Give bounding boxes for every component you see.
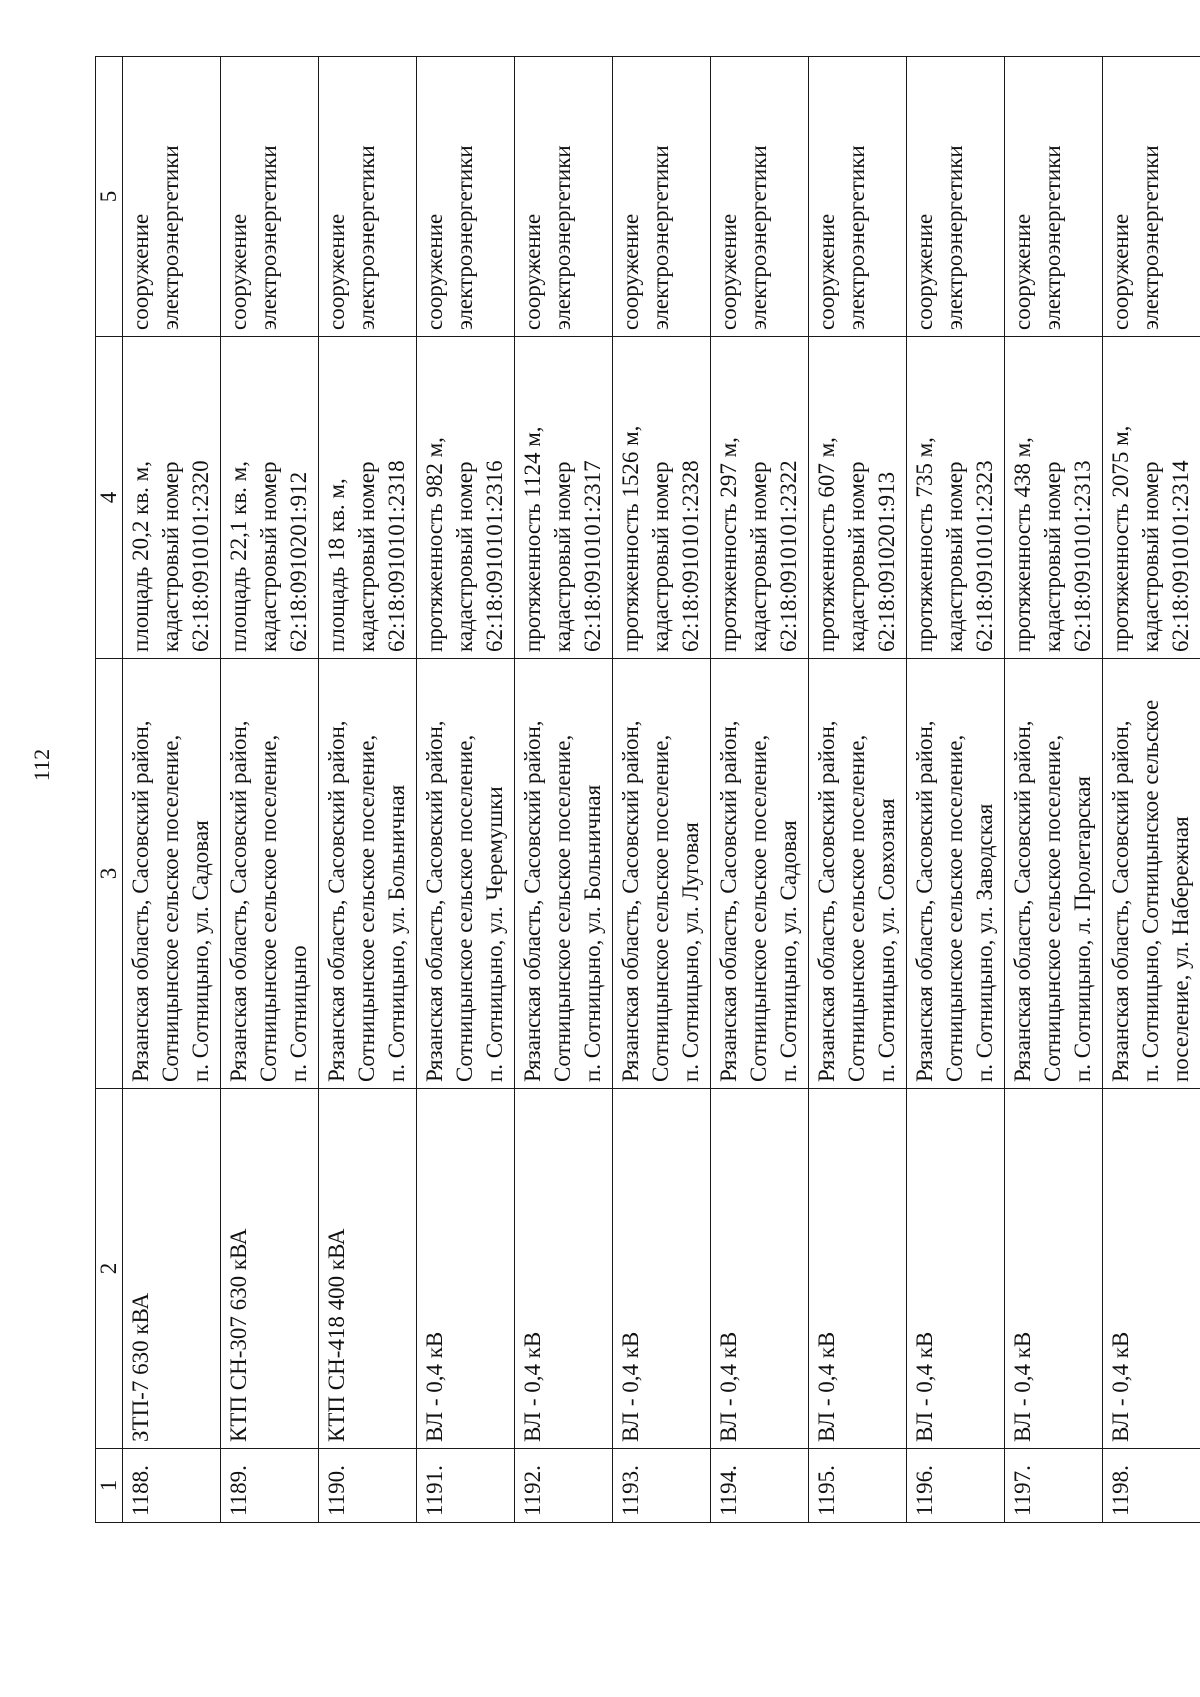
parameters-cell-line: 62:18:0910101:2320 — [188, 460, 213, 652]
address-cell-line: Рязанская область, Сасовский район, — [814, 720, 839, 1082]
row-number-cell: 1198. — [1103, 1449, 1200, 1523]
address-cell-line: п. Сотницыно, ул. Больничная — [580, 784, 605, 1082]
address-cell-line: Сотницынское сельское поселение, — [648, 734, 673, 1082]
table-row — [711, 57, 809, 1523]
object-name-cell: КТП СН-418 400 кВА — [319, 1089, 417, 1449]
parameters-cell-line: площадь 20,2 кв. м, — [128, 461, 153, 652]
parameters-cell — [907, 337, 1005, 659]
object-type-cell — [1005, 57, 1103, 337]
address-cell-line: п. Сотницыно, ул. Садовая — [776, 820, 801, 1082]
object-type-cell — [123, 57, 221, 337]
address-cell-line: Сотницынское сельское поселение, — [256, 734, 281, 1082]
header-row — [96, 57, 123, 1523]
parameters-cell-line: 62:18:0910101:2328 — [678, 460, 703, 652]
address-cell — [907, 659, 1005, 1089]
address-cell-line: Рязанская область, Сасовский район, — [226, 720, 251, 1082]
object-type-cell — [613, 57, 711, 337]
address-cell — [221, 659, 319, 1089]
header-cell-4: 4 — [96, 337, 123, 659]
registry-table — [95, 56, 1200, 1523]
parameters-cell-line: протяженность 438 м, — [1010, 437, 1035, 652]
object-type-cell-line: сооружение — [226, 213, 251, 330]
parameters-cell-line: 62:18:0910101:2322 — [776, 460, 801, 652]
parameters-cell-line: кадастровый номер — [354, 461, 379, 652]
address-cell-line: п. Сотницыно, Сотницынское сельское — [1138, 699, 1163, 1082]
address-cell — [1103, 659, 1200, 1089]
table-row — [1005, 57, 1103, 1523]
parameters-cell-line: кадастровый номер — [158, 461, 183, 652]
address-cell-line: п. Сотницыно, ул. Заводская — [972, 803, 997, 1082]
parameters-cell-line: кадастровый номер — [648, 461, 673, 652]
object-type-cell-line: электроэнергетики — [942, 145, 967, 330]
address-cell — [123, 659, 221, 1089]
table-row — [613, 57, 711, 1523]
table-row — [809, 57, 907, 1523]
parameters-cell-line: протяженность 735 м, — [912, 437, 937, 652]
address-cell — [319, 659, 417, 1089]
address-cell — [613, 659, 711, 1089]
object-type-cell-line: электроэнергетики — [256, 145, 281, 330]
table-body — [96, 57, 1200, 1523]
parameters-cell-line: кадастровый номер — [844, 461, 869, 652]
parameters-cell-line: 62:18:0910101:2314 — [1168, 460, 1193, 652]
object-type-cell — [515, 57, 613, 337]
address-cell — [809, 659, 907, 1089]
address-cell-line: Сотницынское сельское поселение, — [942, 734, 967, 1082]
address-cell-line: п. Сотницыно, ул. Больничная — [384, 784, 409, 1082]
object-name-cell: ВЛ - 0,4 кВ — [711, 1089, 809, 1449]
object-type-cell-line: электроэнергетики — [648, 145, 673, 330]
object-name-cell: ЗТП-7 630 кВА — [123, 1089, 221, 1449]
address-cell-line: п. Сотницыно — [286, 945, 311, 1082]
object-type-cell-line: электроэнергетики — [452, 145, 477, 330]
parameters-cell-line: протяженность 607 м, — [814, 437, 839, 652]
object-type-cell-line: электроэнергетики — [746, 145, 771, 330]
parameters-cell-line: кадастровый номер — [1138, 461, 1163, 652]
table-row — [221, 57, 319, 1523]
parameters-cell-line: протяженность 2075 м, — [1108, 425, 1133, 652]
row-number-cell: 1194. — [711, 1449, 809, 1523]
address-cell-line: Сотницынское сельское поселение, — [844, 734, 869, 1082]
address-cell-line: Рязанская область, Сасовский район, — [520, 720, 545, 1082]
object-type-cell-line: сооружение — [912, 213, 937, 330]
object-name-cell: ВЛ - 0,4 кВ — [417, 1089, 515, 1449]
address-cell-line: Сотницынское сельское поселение, — [550, 734, 575, 1082]
object-type-cell-line: сооружение — [814, 213, 839, 330]
address-cell-line: Сотницынское сельское поселение, — [746, 734, 771, 1082]
object-name-cell: ВЛ - 0,4 кВ — [515, 1089, 613, 1449]
table-row — [515, 57, 613, 1523]
header-cell-2: 2 — [96, 1089, 123, 1449]
object-type-cell-line: электроэнергетики — [844, 145, 869, 330]
object-name-cell: ВЛ - 0,4 кВ — [1103, 1089, 1200, 1449]
table-row — [123, 57, 221, 1523]
object-type-cell-line: электроэнергетики — [1040, 145, 1065, 330]
address-cell-line: Сотницынское сельское поселение, — [158, 734, 183, 1082]
parameters-cell — [1005, 337, 1103, 659]
parameters-cell-line: протяженность 1526 м, — [618, 425, 643, 652]
row-number-cell: 1190. — [319, 1449, 417, 1523]
parameters-cell — [123, 337, 221, 659]
address-cell-line: п. Сотницыно, ул. Садовая — [188, 820, 213, 1082]
object-type-cell-line: электроэнергетики — [354, 145, 379, 330]
parameters-cell-line: протяженность 1124 м, — [520, 426, 545, 652]
parameters-cell-line: кадастровый номер — [942, 461, 967, 652]
object-type-cell — [319, 57, 417, 337]
parameters-cell-line: протяженность 297 м, — [716, 437, 741, 652]
object-type-cell-line: электроэнергетики — [158, 145, 183, 330]
table-row — [319, 57, 417, 1523]
object-type-cell-line: сооружение — [520, 213, 545, 330]
address-cell-line: поселение, ул. Набережная — [1168, 816, 1193, 1082]
page-number: 112 — [29, 748, 54, 782]
address-cell-line: Рязанская область, Сасовский район, — [422, 720, 447, 1082]
header-cell-3: 3 — [96, 659, 123, 1089]
address-cell-line: Сотницынское сельское поселение, — [452, 734, 477, 1082]
address-cell-line: Рязанская область, Сасовский район, — [912, 720, 937, 1082]
address-cell-line: Сотницынское сельское поселение, — [354, 734, 379, 1082]
rotated-table-area — [95, 57, 1193, 1523]
address-cell-line: п. Сотницыно, ул. Черемушки — [482, 786, 507, 1082]
object-type-cell-line: сооружение — [324, 213, 349, 330]
object-type-cell-line: сооружение — [618, 213, 643, 330]
object-type-cell — [221, 57, 319, 337]
parameters-cell-line: 62:18:0910101:2316 — [482, 460, 507, 652]
parameters-cell — [221, 337, 319, 659]
row-number-cell: 1197. — [1005, 1449, 1103, 1523]
object-type-cell — [711, 57, 809, 337]
row-number-cell: 1192. — [515, 1449, 613, 1523]
object-type-cell-line: электроэнергетики — [1138, 145, 1163, 330]
address-cell-line: Рязанская область, Сасовский район, — [128, 720, 153, 1082]
address-cell-line: п. Сотницыно, л. Пролетарская — [1070, 776, 1095, 1082]
address-cell-line: Рязанская область, Сасовский район, — [716, 720, 741, 1082]
header-cell-1: 1 — [96, 1449, 123, 1523]
row-number-cell: 1191. — [417, 1449, 515, 1523]
row-number-cell: 1188. — [123, 1449, 221, 1523]
parameters-cell — [1103, 337, 1200, 659]
address-cell — [417, 659, 515, 1089]
address-cell — [711, 659, 809, 1089]
object-type-cell-line: сооружение — [128, 213, 153, 330]
object-type-cell — [1103, 57, 1200, 337]
parameters-cell-line: 62:18:0910101:2317 — [580, 460, 605, 652]
parameters-cell-line: кадастровый номер — [256, 461, 281, 652]
object-name-cell: КТП СН-307 630 кВА — [221, 1089, 319, 1449]
object-type-cell — [809, 57, 907, 337]
row-number-cell: 1196. — [907, 1449, 1005, 1523]
address-cell — [515, 659, 613, 1089]
row-number-cell: 1195. — [809, 1449, 907, 1523]
table-row — [417, 57, 515, 1523]
address-cell — [1005, 659, 1103, 1089]
row-number-cell: 1189. — [221, 1449, 319, 1523]
parameters-cell — [809, 337, 907, 659]
parameters-cell — [515, 337, 613, 659]
parameters-cell-line: 62:18:0910101:2313 — [1070, 460, 1095, 652]
address-cell-line: Рязанская область, Сасовский район, — [1010, 720, 1035, 1082]
parameters-cell-line: 62:18:0910101:2323 — [972, 460, 997, 652]
address-cell-line: Рязанская область, Сасовский район, — [1108, 720, 1133, 1082]
object-type-cell-line: сооружение — [1010, 213, 1035, 330]
address-cell-line: Рязанская область, Сасовский район, — [324, 720, 349, 1082]
object-name-cell: ВЛ - 0,4 кВ — [613, 1089, 711, 1449]
object-name-cell: ВЛ - 0,4 кВ — [1005, 1089, 1103, 1449]
object-type-cell — [907, 57, 1005, 337]
address-cell-line: п. Сотницыно, ул. Луговая — [678, 822, 703, 1082]
object-type-cell — [417, 57, 515, 337]
row-number-cell: 1193. — [613, 1449, 711, 1523]
parameters-cell-line: 62:18:0910101:2318 — [384, 460, 409, 652]
address-cell-line: Рязанская область, Сасовский район, — [618, 720, 643, 1082]
parameters-cell — [417, 337, 515, 659]
parameters-cell-line: кадастровый номер — [452, 461, 477, 652]
object-name-cell: ВЛ - 0,4 кВ — [809, 1089, 907, 1449]
parameters-cell-line: кадастровый номер — [550, 461, 575, 652]
object-type-cell-line: электроэнергетики — [550, 145, 575, 330]
object-name-cell: ВЛ - 0,4 кВ — [907, 1089, 1005, 1449]
table-row — [907, 57, 1005, 1523]
object-type-cell-line: сооружение — [716, 213, 741, 330]
object-type-cell-line: сооружение — [422, 213, 447, 330]
parameters-cell-line: площадь 22,1 кв. м, — [226, 461, 251, 652]
address-cell-line: Сотницынское сельское поселение, — [1040, 734, 1065, 1082]
parameters-cell — [319, 337, 417, 659]
parameters-cell-line: площадь 18 кв. м, — [324, 478, 349, 652]
parameters-cell-line: 62:18:0910201:913 — [874, 471, 899, 652]
address-cell-line: п. Сотницыно, ул. Совхозная — [874, 798, 899, 1082]
parameters-cell-line: кадастровый номер — [1040, 461, 1065, 652]
parameters-cell-line: 62:18:0910201:912 — [286, 471, 311, 652]
parameters-cell — [613, 337, 711, 659]
parameters-cell — [711, 337, 809, 659]
parameters-cell-line: протяженность 982 м, — [422, 437, 447, 652]
header-cell-5: 5 — [96, 57, 123, 337]
table-row — [1103, 57, 1200, 1523]
parameters-cell-line: кадастровый номер — [746, 461, 771, 652]
object-type-cell-line: сооружение — [1108, 213, 1133, 330]
